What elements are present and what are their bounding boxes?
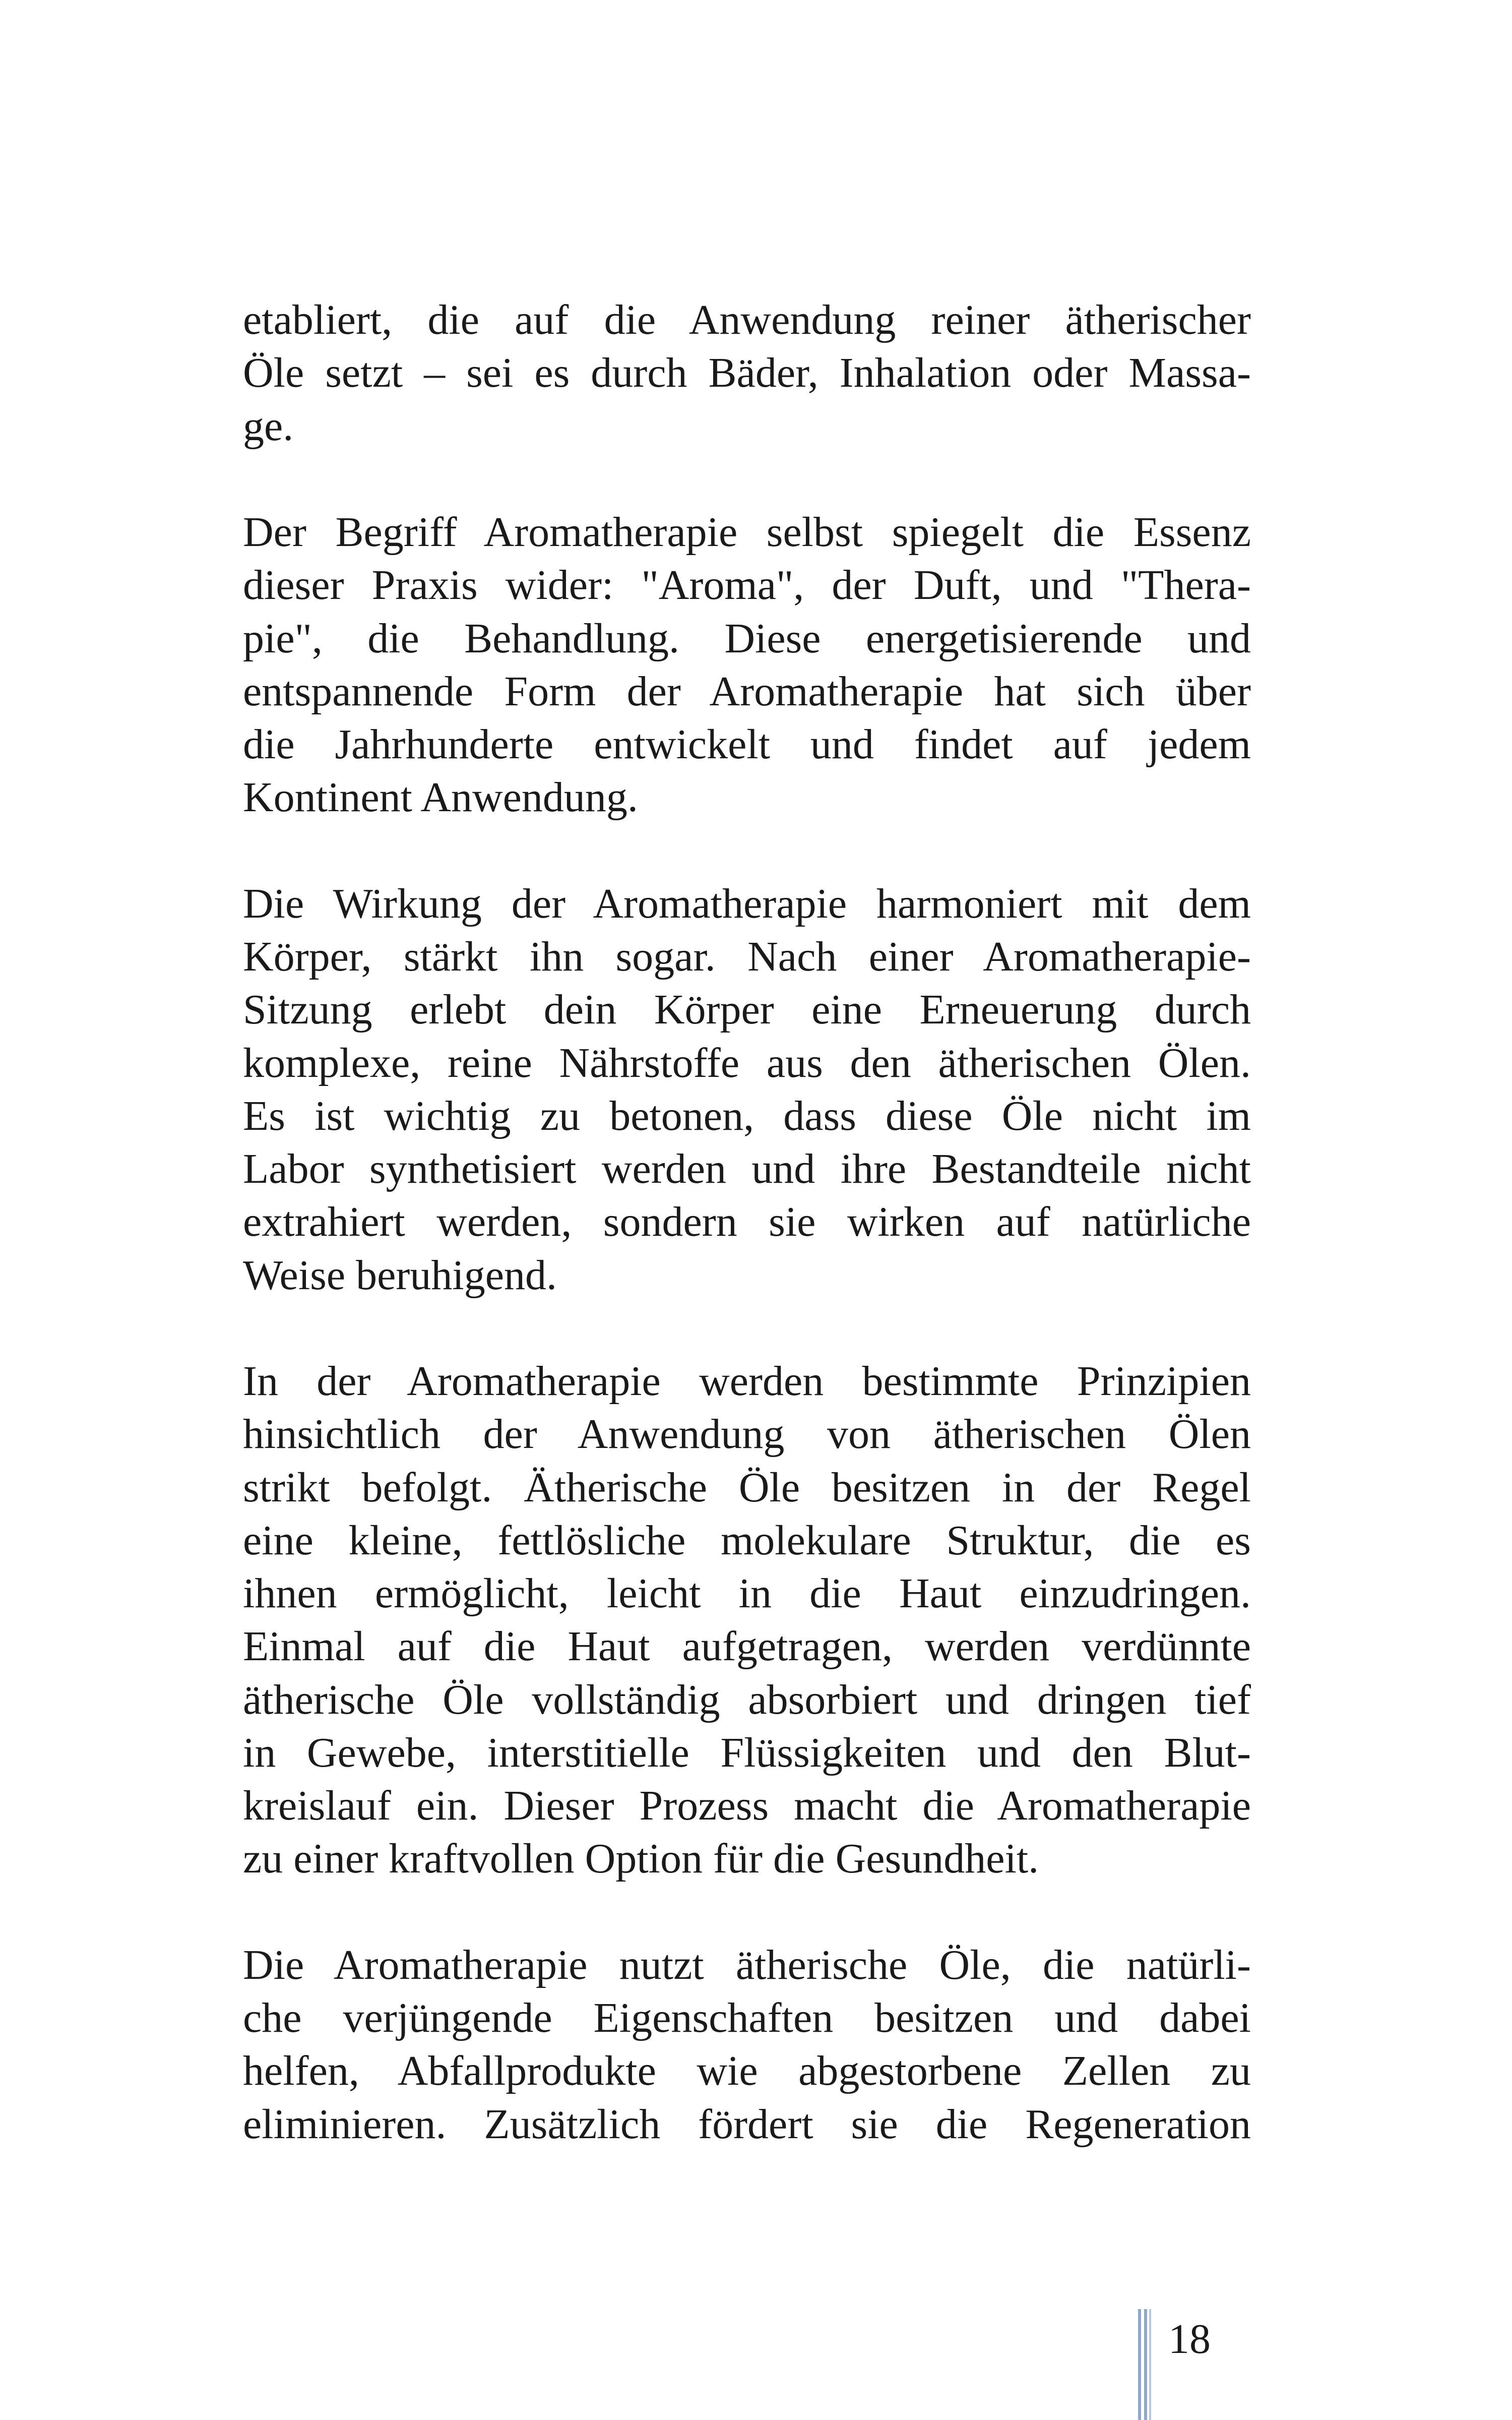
text-line: Es ist wichtig zu betonen, dass diese Öle nicht im [243, 1092, 1251, 1139]
text-line: dieser Praxis wider: "Aroma", der Duft, und "Thera- [243, 562, 1251, 609]
paragraph-gap [243, 1886, 1251, 1939]
page-number: 18 [1168, 2316, 1211, 2363]
paragraph-1 [243, 293, 1251, 453]
text-line: ge. [243, 402, 294, 450]
divider-bar [1149, 2309, 1151, 2420]
text-line: Die Wirkung der Aromatherapie harmoniert mit dem [243, 880, 1251, 927]
text-line: extrahiert werden, sondern sie wirken auf natürliche [243, 1198, 1251, 1246]
text-line: eine kleine, fettlösliche molekulare Struktur, die es [243, 1517, 1251, 1564]
text-line: Kontinent Anwendung. [243, 774, 638, 821]
text-line: komplexe, reine Nährstoffe aus den ätherischen Ölen. [243, 1039, 1251, 1086]
text-line: Weise beruhigend. [243, 1251, 557, 1299]
text-line: ätherische Öle vollständig absorbiert und dringen tief [243, 1676, 1251, 1723]
paragraph-2 [243, 506, 1251, 824]
text-line: Sitzung erlebt dein Körper eine Erneuerung durch [243, 986, 1251, 1034]
divider-bar [1138, 2309, 1141, 2420]
text-line: etabliert, die auf die Anwendung reiner ätherischer [243, 296, 1251, 343]
text-line: pie", die Behandlung. Diese energetisierende und [243, 615, 1251, 662]
page-number-divider [1138, 2309, 1153, 2420]
divider-bar [1144, 2309, 1147, 2420]
text-line: zu einer kraftvollen Option für die Gesundheit. [243, 1835, 1039, 1883]
paragraph-4 [243, 1355, 1251, 1886]
text-line: in Gewebe, interstitielle Flüssigkeiten und den Blut- [243, 1729, 1251, 1776]
paragraph-3 [243, 877, 1251, 1302]
text-line: Labor synthetisiert werden und ihre Bestandteile nicht [243, 1145, 1251, 1192]
text-line: helfen, Abfallprodukte wie abgestorbene Zellen zu [243, 2047, 1251, 2095]
paragraph-gap [243, 1302, 1251, 1355]
text-line: ihnen ermöglicht, leicht in die Haut einzudringen. [243, 1570, 1251, 1617]
text-line: Der Begriff Aromatherapie selbst spiegelt die Essenz [243, 509, 1251, 556]
text-line: Einmal auf die Haut aufgetragen, werden verdünnte [243, 1623, 1251, 1670]
paragraph-gap [243, 453, 1251, 506]
paragraph-5 [243, 1939, 1251, 2151]
text-line: In der Aromatherapie werden bestimmte Prinzipien [243, 1358, 1251, 1405]
text-line: entspannende Form der Aromatherapie hat sich über [243, 668, 1251, 715]
text-line: hinsichtlich der Anwendung von ätherischen Ölen [243, 1411, 1251, 1458]
text-line: Körper, stärkt ihn sogar. Nach einer Aromatherapie- [243, 933, 1251, 980]
text-line: Öle setzt – sei es durch Bäder, Inhalation oder Massa- [243, 349, 1251, 397]
text-line: strikt befolgt. Ätherische Öle besitzen in der Regel [243, 1464, 1251, 1511]
text-line: eliminieren. Zusätzlich fördert sie die Regeneration [243, 2100, 1251, 2148]
text-line: che verjüngende Eigenschaften besitzen und dabei [243, 1994, 1251, 2041]
text-line: kreislauf ein. Dieser Prozess macht die Aromatherapie [243, 1782, 1251, 1829]
paragraph-gap [243, 824, 1251, 877]
page-body-text [243, 293, 1251, 2151]
text-line: Die Aromatherapie nutzt ätherische Öle, die natürli- [243, 1941, 1251, 1988]
text-line: die Jahrhunderte entwickelt und findet auf jedem [243, 721, 1251, 768]
